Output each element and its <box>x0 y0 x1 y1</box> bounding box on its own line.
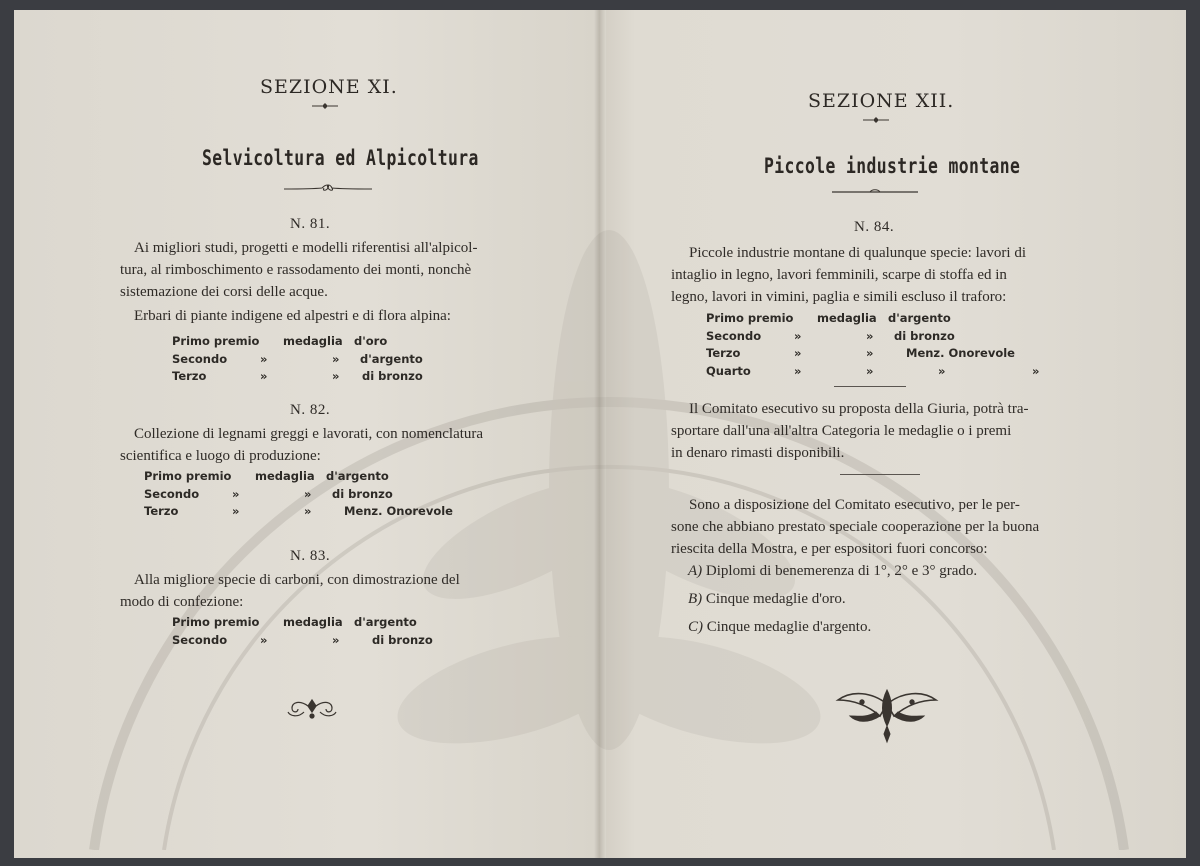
text-line: legno, lavori in vimini, paglia e simili escluso il traforo: <box>671 289 1007 305</box>
prize-medal: Menz. Onorevole <box>344 504 453 518</box>
text-line: Erbari di piante indigene ed alpestri e di flora alpina: <box>134 308 451 324</box>
list-text: Cinque medaglie d'oro. <box>705 591 846 607</box>
small-divider-ornament-icon <box>862 116 890 124</box>
divider-rule <box>834 386 906 387</box>
text-line: sportare dall'una all'altra Categoria le medaglie o i premi <box>671 423 1012 439</box>
list-item <box>688 563 977 580</box>
flourish-divider-icon <box>282 182 374 194</box>
ditto-mark: » <box>938 363 946 378</box>
ditto-mark: » <box>866 346 874 360</box>
text-line: sistemazione dei corsi delle acque. <box>120 284 328 300</box>
ditto-mark: » <box>260 632 268 647</box>
prize-medal: d'argento <box>888 311 951 325</box>
prize-rank: Primo premio <box>144 469 232 483</box>
prize-medal: d'argento <box>360 351 423 366</box>
prize-rank: Terzo <box>706 346 741 360</box>
page-gutter <box>594 10 606 858</box>
section-title-xi: Selvicoltura ed Alpicoltura <box>202 146 479 170</box>
entry-number-84: N. 84. <box>854 219 895 235</box>
ditto-mark: » <box>866 328 874 343</box>
text-line: Alla migliore specie di carboni, con dimostrazione del <box>134 572 460 588</box>
list-text: Diplomi di benemerenza di 1°, 2° e 3° grado. <box>705 563 978 579</box>
ditto-mark: » <box>866 363 874 378</box>
prize-rank: Primo premio <box>172 615 260 629</box>
prize-medal: d'argento <box>326 469 389 483</box>
prize-type: medaglia <box>283 334 343 348</box>
ditto-mark: » <box>794 346 802 360</box>
prize-rank: Secondo <box>172 632 228 647</box>
text-line: in denaro rimasti disponibili. <box>671 445 845 461</box>
text-line: Piccole industrie montane di qualunque specie: lavori di <box>689 245 1026 261</box>
prize-medal: d'oro <box>354 334 388 348</box>
ditto-mark: » <box>260 369 268 383</box>
note-reassignment <box>671 398 1099 464</box>
list-letter: C) <box>688 619 703 635</box>
ditto-mark: » <box>232 504 240 518</box>
text-line: modo di confezione: <box>120 594 244 610</box>
prize-medal: di bronzo <box>362 369 423 383</box>
entry-number-81: N. 81. <box>290 216 331 232</box>
prize-medal: di bronzo <box>894 328 955 343</box>
section-heading-xii: SEZIONE XII. <box>808 90 955 112</box>
prize-rank: Terzo <box>144 504 179 518</box>
divider-line-icon <box>830 187 920 197</box>
ditto-mark: » <box>332 369 340 383</box>
text-line: Collezione di legnami greggi e lavorati, con nomenclatura <box>134 426 484 442</box>
prize-type: medaglia <box>283 615 343 629</box>
text-line: Il Comitato esecutivo su proposta della Giuria, potrà tra- <box>689 401 1029 417</box>
text-line: intaglio in legno, lavori femminili, scarpe di stoffa ed in <box>671 267 1007 283</box>
entry-number-82: N. 82. <box>290 402 331 418</box>
entry-82-paragraph <box>120 423 520 467</box>
ditto-mark: » <box>232 486 240 501</box>
section-heading-xi: SEZIONE XI. <box>260 76 398 98</box>
booklet-spread <box>14 10 1186 858</box>
entry-number-83: N. 83. <box>290 548 331 564</box>
prize-rank: Primo premio <box>706 311 794 325</box>
text-line: Ai migliori studi, progetti e modelli riferentisi all'alpicol- <box>134 240 478 256</box>
entry-81-paragraph <box>120 237 520 327</box>
ditto-mark: » <box>304 486 312 501</box>
ditto-mark: » <box>304 504 312 518</box>
ditto-mark: » <box>332 632 340 647</box>
prize-rank: Secondo <box>144 486 200 501</box>
list-letter: A) <box>688 563 703 579</box>
entry-84-paragraph <box>671 242 1099 308</box>
prize-type: medaglia <box>255 469 315 483</box>
prize-rank: Primo premio <box>172 334 260 348</box>
prize-rank: Secondo <box>172 351 228 366</box>
list-text: Cinque medaglie d'argento. <box>706 619 872 635</box>
list-letter: B) <box>688 591 703 607</box>
text-line: Sono a disposizione del Comitato esecutivo, per le per- <box>689 497 1020 513</box>
divider-rule <box>840 474 920 475</box>
text-line: riescita della Mostra, e per espositori fuori concorso: <box>671 541 988 557</box>
tailpiece-ornament-icon <box>286 698 338 720</box>
prize-medal: Menz. Onorevole <box>906 346 1015 360</box>
ditto-mark: » <box>794 328 802 343</box>
prize-type: medaglia <box>817 311 877 325</box>
prize-rank: Quarto <box>706 363 751 378</box>
ditto-mark: » <box>332 351 340 366</box>
prize-medal: di bronzo <box>372 632 433 647</box>
ditto-mark: » <box>794 363 802 378</box>
ditto-mark: » <box>1032 363 1040 378</box>
prize-medal: di bronzo <box>332 486 393 501</box>
prize-rank: Secondo <box>706 328 762 343</box>
text-line: scientifica e luogo di produzione: <box>120 448 321 464</box>
small-divider-ornament-icon <box>311 102 339 110</box>
prize-rank: Terzo <box>172 369 207 383</box>
ditto-mark: » <box>260 351 268 366</box>
prize-medal: d'argento <box>354 615 417 629</box>
section-title-xii: Piccole industrie montane <box>764 154 1021 178</box>
text-line: tura, al rimboschimento e rassodamento dei monti, nonchè <box>120 262 472 278</box>
list-item <box>688 591 846 608</box>
note-extra-awards <box>671 494 1099 560</box>
text-line: sone che abbiano prestato speciale cooperazione per la buona <box>671 519 1040 535</box>
entry-83-paragraph <box>120 569 520 613</box>
list-item <box>688 619 871 636</box>
floral-tailpiece-icon <box>832 682 942 744</box>
